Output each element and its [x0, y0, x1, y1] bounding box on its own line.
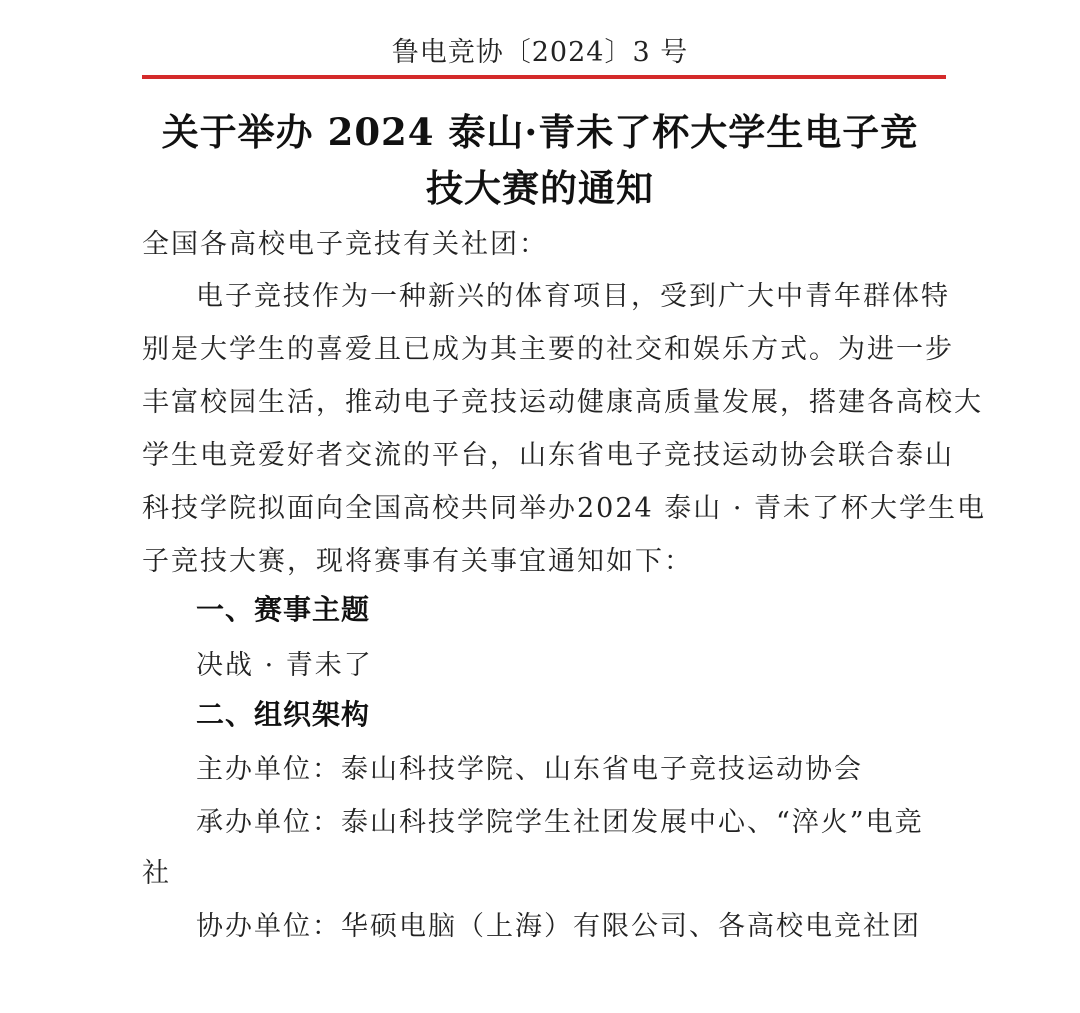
section-heading-organization: 二、组织架构: [196, 698, 371, 731]
intro-line: 科技学院拟面向全国高校共同举办2024 泰山 · 青未了杯大学生电: [142, 493, 987, 524]
intro-line: 别是大学生的喜爱且已成为其主要的社交和娱乐方式。为进一步: [142, 334, 954, 365]
co-organizer-unit: 协办单位：华硕电脑（上海）有限公司、各高校电竞社团: [196, 911, 921, 942]
host-unit: 主办单位：泰山科技学院、山东省电子竞技运动协会: [196, 754, 863, 785]
intro-line: 电子竞技作为一种新兴的体育项目，受到广大中青年群体特: [196, 281, 950, 312]
title-line-2: 技大赛的通知: [426, 166, 654, 210]
theme-content: 决战 · 青未了: [196, 650, 373, 681]
intro-line: 子竞技大赛，现将赛事有关事宜通知如下：: [142, 546, 693, 577]
red-header-rule: [142, 75, 946, 79]
organizer-unit-line-2: 社: [142, 858, 171, 889]
intro-line: 丰富校园生活，推动电子竞技运动健康高质量发展，搭建各高校大: [142, 387, 983, 418]
intro-line: 学生电竞爱好者交流的平台，山东省电子竞技运动协会联合泰山: [142, 440, 954, 471]
organizer-unit-line-1: 承办单位：泰山科技学院学生社团发展中心、“淬火”电竞: [196, 807, 924, 838]
document-title: [130, 104, 950, 216]
document-number: 鲁电竞协〔2024〕3 号: [391, 37, 689, 68]
salutation: 全国各高校电子竞技有关社团：: [142, 229, 548, 260]
title-line-1: 关于举办 2024 泰山·青未了杯大学生电子竞: [161, 110, 919, 154]
section-heading-theme: 一、赛事主题: [196, 593, 371, 626]
